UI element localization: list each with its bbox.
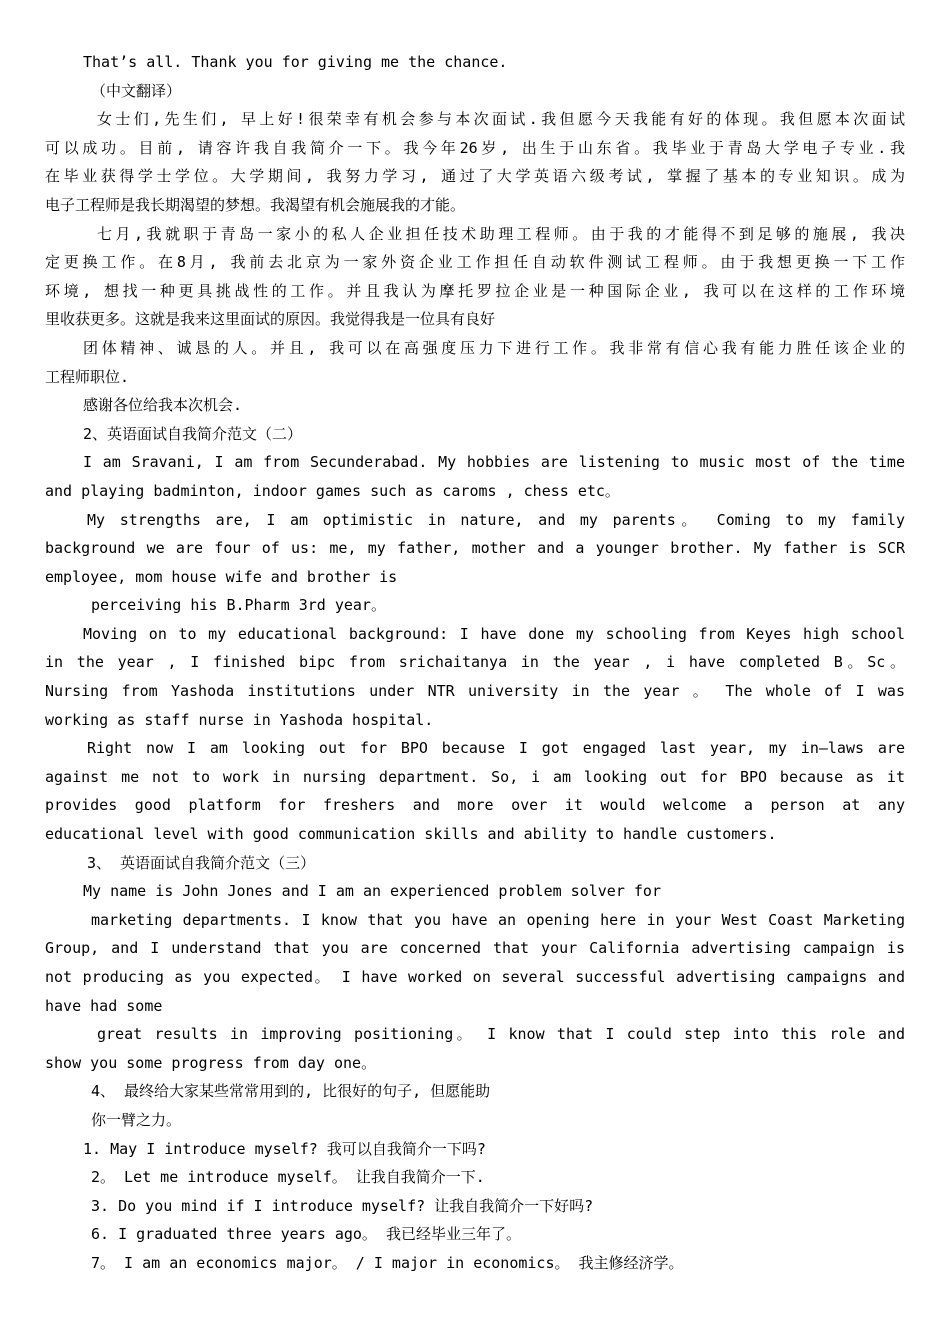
text-line: in the year , I finished bipc from srichaitanya in the year , i have completed B。Sc。 <box>45 653 905 672</box>
text-line: not producing as you expected。 I have worked on several successful advertising campaigns and <box>45 968 905 986</box>
document-page <box>45 48 905 1278</box>
section-heading: 4、 最终给大家某些常常用到的, 比很好的句子, 但愿能助 <box>91 1082 491 1101</box>
list-item: 2。 Let me introduce myself。 让我自我简介一下. <box>91 1168 485 1187</box>
text-line: and playing badminton, indoor games such as caroms , chess etc。 <box>45 481 620 500</box>
list-item: 7。 I am an economics major。 / I major in economics。 我主修经济学。 <box>91 1253 684 1272</box>
text-line: background we are four of us: me, my father, mother and a younger brother. My father is SCR <box>45 539 905 558</box>
text-line: I am Sravani, I am from Secunderabad. My hobbies are listening to music most of the time <box>83 453 905 472</box>
text-line: My strengths are, I am optimistic in nature, and my parents。 Coming to my family <box>87 510 905 529</box>
list-item: 1. May I introduce myself? 我可以自我简介一下吗? <box>83 1139 486 1158</box>
text-line: 女士们,先生们, 早上好!很荣幸有机会参与本次面试.我但愿今天我能有好的体现。我但愿本次面试 <box>97 110 905 129</box>
text-line: provides good platform for freshers and more over it would welcome a person at any <box>45 796 905 815</box>
text-line: perceiving his B.Pharm 3rd year。 <box>91 596 386 615</box>
text-line: Nursing from Yashoda institutions under NTR university in the year 。 The whole of I was <box>45 682 905 701</box>
text-line: marketing departments. I know that you have an opening here in your West Coast Marketing <box>91 910 905 929</box>
text-line: My name is John Jones and I am an experienced problem solver for <box>83 882 661 901</box>
text-line: show you some progress from day one。 <box>45 1053 377 1072</box>
text-line: 里收获更多。这就是我来这里面试的原因。我觉得我是一位具有良好 <box>45 310 496 329</box>
list-item: 6. I graduated three years ago。 我已经毕业三年了。 <box>91 1225 521 1244</box>
text-line: 电子工程师是我长期渴望的梦想。我渴望有机会施展我的才能。 <box>45 195 466 214</box>
text-line: Moving on to my educational background: I have done my schooling from Keyes high school <box>83 624 905 643</box>
text-line: Right now I am looking out for BPO because I got engaged last year, my in—laws are <box>87 739 905 758</box>
section-heading: 2、英语面试自我简介范文（二） <box>83 424 303 443</box>
text-line: working as staff nurse in Yashoda hospital. <box>45 710 434 729</box>
text-line: employee, mom house wife and brother is <box>45 567 398 586</box>
text-line: have had some <box>45 996 163 1015</box>
text-line: great results in improving positioning。 I know that I could step into this role and <box>97 1025 905 1044</box>
text-line: 工程师职位. <box>45 367 130 386</box>
text-line: 团体精神、诚恳的人。并且, 我可以在高强度压力下进行工作。我非常有信心我有能力胜任该企业的 <box>83 338 905 357</box>
text-line: Group, and I understand that you are concerned that your California advertising campaign is <box>45 939 905 958</box>
text-line: 感谢各位给我本次机会. <box>83 396 243 415</box>
list-item: 3. Do you mind if I introduce myself? 让我自我简介一下好吗? <box>91 1196 594 1215</box>
text-line: 环境, 想找一种更具挑战性的工作。并且我认为摩托罗拉企业是一种国际企业, 我可以在这样的工作环境 <box>45 281 905 300</box>
text-line: 定更换工作。在8月, 我前去北京为一家外资企业工作担任自动软件测试工程师。由于我想更换一下工作 <box>45 253 905 272</box>
text-line: against me not to work in nursing department. So, i am looking out for BPO because as it <box>45 767 905 786</box>
section-heading: （中文翻译） <box>91 81 182 100</box>
text-line: 在毕业获得学士学位。大学期间, 我努力学习, 通过了大学英语六级考试, 掌握了基本的专业知识。成为 <box>45 167 905 186</box>
text-line: 七月,我就职于青岛一家小的私人企业担任技术助理工程师。由于我的才能得不到足够的施展, 我决 <box>97 224 905 243</box>
section-heading: 3、 英语面试自我简介范文（三） <box>87 853 316 872</box>
text-line: That’s all. Thank you for giving me the chance. <box>83 53 508 71</box>
text-line: 可以成功。目前, 请容许我自我简介一下。我今年26岁, 出生于山东省。我毕业于青岛大学电子专业.我 <box>45 138 905 157</box>
text-line: educational level with good communication skills and ability to handle customers. <box>45 825 777 844</box>
text-line: 你一臂之力。 <box>91 1110 182 1129</box>
